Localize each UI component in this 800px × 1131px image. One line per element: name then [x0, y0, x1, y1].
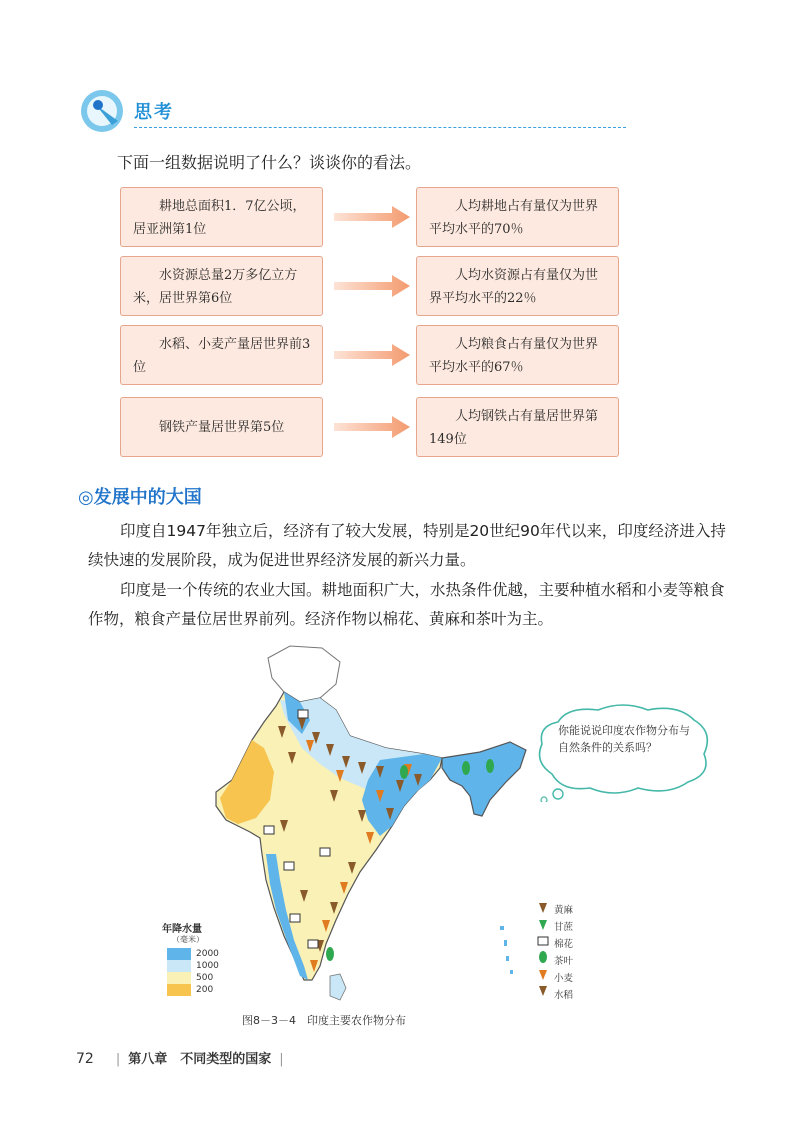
- think-question: 下面一组数据说明了什么？谈谈你的看法。: [117, 153, 422, 172]
- legend-value: 200: [196, 985, 214, 995]
- thought-cloud-text: 你能说说印度农作物分布与自然条件的关系吗？: [558, 724, 690, 754]
- figure-caption: 图8－3－4 印度主要农作物分布: [242, 1014, 406, 1027]
- fact-right-box: 人均钢铁占有量居世界第149位: [416, 397, 619, 457]
- paragraph: 印度自1947年独立后，经济有了较大发展，特别是20世纪90年代以来，印度经济进入持续快速的发展阶段，成为促进世界经济发展的新兴力量。: [88, 522, 726, 569]
- think-icon: [78, 85, 134, 135]
- page-number: 72: [76, 1051, 94, 1067]
- fact-right-box: 人均耕地占有量仅为世界平均水平的70％: [416, 187, 619, 247]
- think-divider: [134, 127, 626, 128]
- crop-label: 黄麻: [554, 905, 574, 916]
- legend-value: 1000: [196, 961, 219, 971]
- crop-legend-icons: [536, 900, 550, 1000]
- crop-label: 小麦: [554, 973, 574, 984]
- arrow-icon: [334, 342, 410, 368]
- legend-swatch: [167, 960, 191, 972]
- section-title: ◎发展中的大国: [78, 487, 202, 508]
- fact-right-box: 人均粮食占有量仅为世界平均水平的67％: [416, 325, 619, 385]
- legend-swatch: [167, 972, 191, 984]
- legend-swatch: [167, 984, 191, 996]
- crop-label: 水稻: [554, 990, 574, 1001]
- arrow-icon: [334, 204, 410, 230]
- fact-left-box: 耕地总面积1．7亿公顷，居亚洲第1位: [120, 187, 323, 247]
- think-title: 思考: [134, 102, 174, 123]
- fact-left-box: 水资源总量2万多亿立方米，居世界第6位: [120, 256, 323, 316]
- legend-swatch: [167, 948, 191, 960]
- fact-left-box: 钢铁产量居世界第5位: [120, 397, 323, 457]
- legend-value: 2000: [196, 949, 219, 959]
- crop-label: 棉花: [554, 939, 574, 950]
- arrow-icon: [334, 414, 410, 440]
- legend-value: 500: [196, 973, 214, 983]
- page-footer: 72 | 第八章 不同类型的国家 |: [76, 1051, 284, 1067]
- legend-unit: （毫米）: [172, 935, 204, 944]
- chapter-title: 第八章 不同类型的国家: [128, 1052, 272, 1067]
- fact-right-box: 人均水资源占有量仅为世界平均水平的22％: [416, 256, 619, 316]
- crop-label: 茶叶: [554, 956, 574, 967]
- legend-title: 年降水量: [162, 924, 202, 935]
- arrow-icon: [334, 273, 410, 299]
- paragraph: 印度是一个传统的农业大国。耕地面积广大，水热条件优越，主要种植水稻和小麦等粮食作物，粮食产量位居世界前列。经济作物以棉花、黄麻和茶叶为主。: [88, 581, 725, 628]
- fact-left-box: 水稻、小麦产量居世界前3位: [120, 325, 323, 385]
- crop-label: 甘蔗: [554, 922, 574, 933]
